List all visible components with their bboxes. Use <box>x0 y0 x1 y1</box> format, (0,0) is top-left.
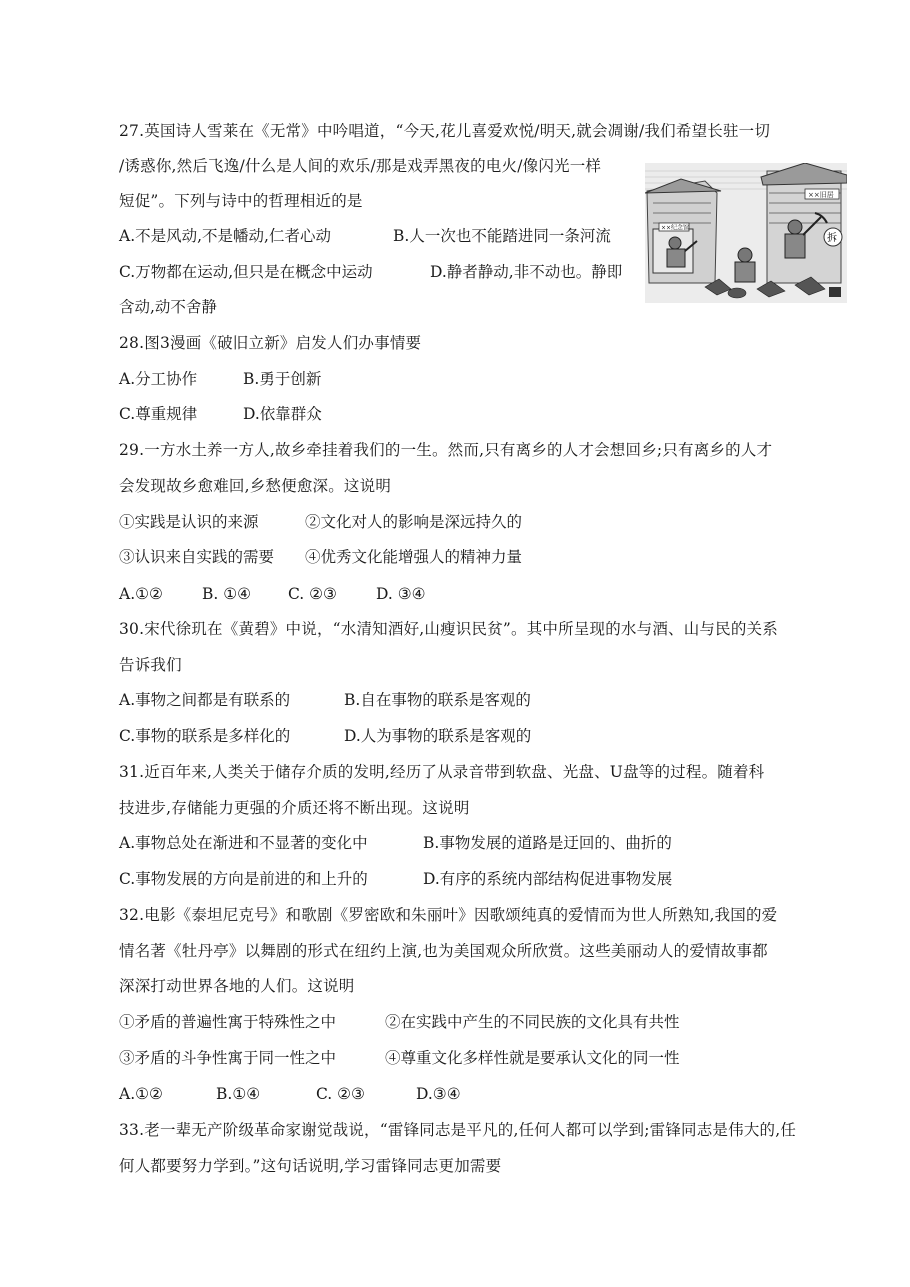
q27-option-a: A.不是风动,不是幡动,仁者心动 <box>119 227 331 245</box>
q27-line1: 27.英国诗人雪莱在《无常》中吟唱道，“今天,花儿喜爱欢悦/明天,就会凋谢/我们希望长驻一切 <box>119 122 771 140</box>
q28-option-c: C.尊重规律 <box>119 405 198 423</box>
cartoon-demolish-mark: 拆 <box>827 233 837 244</box>
q31-option-d: D.有序的系统内部结构促进事物发展 <box>423 870 673 888</box>
q27-option-d: D.静者静动,非不动也。静即 <box>430 263 623 281</box>
q32-statement-2: ②在实践中产生的不同民族的文化具有共性 <box>385 1013 680 1031</box>
q29-option-c: C. ②③ <box>288 585 337 603</box>
q28-option-a: A.分工协作 <box>119 370 198 388</box>
q32-statement-3: ③矛盾的斗争性寓于同一性之中 <box>119 1049 337 1067</box>
q31-option-b: B.事物发展的道路是迂回的、曲折的 <box>423 834 672 852</box>
q27-line2: /诱惑你,然后飞逸/什么是人间的欢乐/那是戏弄黑夜的电火/像闪光一样 <box>119 157 602 175</box>
q28-stem: 28.图3漫画《破旧立新》启发人们办事情要 <box>119 334 422 352</box>
q32-option-c: C. ②③ <box>316 1085 365 1103</box>
q32-line2: 情名著《牡丹亭》以舞剧的形式在纽约上演,也为美国观众所欣赏。这些美丽动人的爱情故事都 <box>119 942 768 960</box>
q31-option-a: A.事物总处在渐进和不显著的变化中 <box>119 834 368 852</box>
q32-option-b: B.①④ <box>216 1085 261 1103</box>
q29-statement-4: ④优秀文化能增强人的精神力量 <box>305 548 523 566</box>
q32-statement-1: ①矛盾的普遍性寓于特殊性之中 <box>119 1013 337 1031</box>
q29-line1: 29.一方水土养一方人,故乡牵挂着我们的一生。然而,只有离乡的人才会想回乡;只有离乡的人才 <box>119 441 773 459</box>
q31-line2: 技进步,存储能力更强的介质还将不断出现。这说明 <box>119 799 470 817</box>
q30-option-d: D.人为事物的联系是客观的 <box>344 727 532 745</box>
q29-line2: 会发现故乡愈难回,乡愁便愈深。这说明 <box>119 477 392 495</box>
q29-option-a: A.①② <box>119 585 163 603</box>
q30-option-a: A.事物之间都是有联系的 <box>119 691 291 709</box>
q32-line1: 32.电影《泰坦尼克号》和歌剧《罗密欧和朱丽叶》因歌颂纯真的爱情而为世人所熟知,我国的爱 <box>119 906 778 924</box>
q29-statement-2: ②文化对人的影响是深远持久的 <box>305 513 523 531</box>
cartoon-sign-right: ××旧居 <box>808 191 834 199</box>
q29-statement-3: ③认识来自实践的需要 <box>119 548 275 566</box>
q29-option-d: D. ③④ <box>376 585 426 603</box>
q30-option-c: C.事物的联系是多样化的 <box>119 727 291 745</box>
q30-line2: 告诉我们 <box>119 656 182 674</box>
q29-statement-1: ①实践是认识的来源 <box>119 513 259 531</box>
cartoon-sign-left: ××纪念馆 <box>661 224 690 232</box>
cartoon-illustration <box>645 163 847 303</box>
q32-option-d: D.③④ <box>416 1085 461 1103</box>
q30-option-b: B.自在事物的联系是客观的 <box>344 691 531 709</box>
q32-line3: 深深打动世界各地的人们。这说明 <box>119 977 355 995</box>
q29-option-b: B. ①④ <box>202 585 252 603</box>
q28-option-d: D.依靠群众 <box>243 405 322 423</box>
q27-option-b: B.人一次也不能踏进同一条河流 <box>393 227 611 245</box>
q27-option-c: C.万物都在运动,但只是在概念中运动 <box>119 263 373 281</box>
q31-option-c: C.事物发展的方向是前进的和上升的 <box>119 870 368 888</box>
q28-option-b: B.勇于创新 <box>243 370 322 388</box>
q32-option-a: A.①② <box>119 1085 163 1103</box>
q27-option-d-cont: 含动,动不舍静 <box>119 298 217 316</box>
q32-statement-4: ④尊重文化多样性就是要承认文化的同一性 <box>385 1049 680 1067</box>
q30-line1: 30.宋代徐玑在《黄碧》中说，“水清知酒好,山瘦识民贫”。其中所呈现的水与酒、山与民的关系 <box>119 620 778 638</box>
q31-line1: 31.近百年来,人类关于储存介质的发明,经历了从录音带到软盘、光盘、U盘等的过程。随着科 <box>119 763 765 781</box>
q27-line3: 短促”。下列与诗中的哲理相近的是 <box>119 192 363 210</box>
q33-line1: 33.老一辈无产阶级革命家谢觉哉说，“雷锋同志是平凡的,任何人都可以学到;雷锋同志是伟大的,任 <box>119 1121 797 1139</box>
q33-line2: 何人都要努力学到。”这句话说明,学习雷锋同志更加需要 <box>119 1157 502 1175</box>
